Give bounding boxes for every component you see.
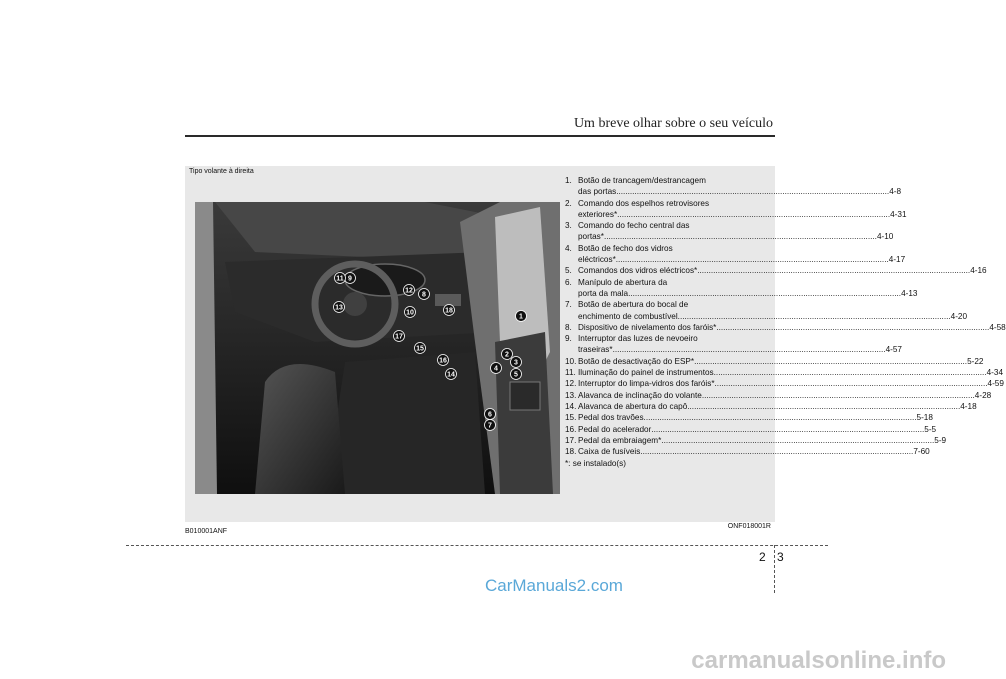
list-item: 5. Comandos dos vidros eléctricos* ..... 4-16: [565, 265, 765, 276]
callout-6: [485, 409, 496, 420]
svg-text:16: 16: [439, 357, 447, 365]
callout-12: [404, 285, 415, 296]
callout-18: [444, 305, 455, 316]
list-item: 10. Botão de desactivação do ESP* ..... 5-22: [565, 356, 765, 367]
list-item: 16. Pedal do acelerador ..... 5-5: [565, 424, 765, 435]
figure-label: Tipo volante à direita: [189, 168, 254, 175]
list-item: 6. Manípulo de abertura da porta da mala ..... 4-13: [565, 277, 765, 300]
callout-2: [502, 349, 513, 360]
svg-text:6: 6: [488, 411, 492, 419]
watermark-carmanuals2[interactable]: CarManuals2.com: [485, 576, 623, 595]
svg-text:8: 8: [422, 291, 426, 299]
chapter-number: 2: [759, 550, 766, 564]
callout-7: [485, 420, 496, 431]
svg-text:2: 2: [505, 351, 509, 359]
svg-text:4: 4: [494, 365, 498, 373]
list-item: 9. Interruptor das luzes de nevoeiro traseiras* ..... 4-57: [565, 333, 765, 356]
svg-text:9: 9: [348, 275, 352, 283]
svg-text:10: 10: [406, 309, 414, 317]
callout-14: [446, 369, 457, 380]
svg-text:14: 14: [447, 371, 455, 379]
header-rule: [185, 135, 775, 137]
callout-11: [335, 273, 346, 284]
svg-text:15: 15: [416, 345, 424, 353]
page-header-title: Um breve olhar sobre o seu veículo: [573, 116, 773, 131]
component-list: [565, 175, 1006, 470]
callout-17: [394, 331, 405, 342]
callout-3: [511, 357, 522, 368]
svg-text:5: 5: [514, 371, 518, 379]
svg-text:13: 13: [335, 304, 343, 312]
list-item: 18. Caixa de fusíveis ..... 7-60: [565, 446, 765, 457]
list-item: 17. Pedal da embraiagem* ..... 5-9: [565, 435, 765, 446]
svg-text:3: 3: [514, 359, 518, 367]
page-divider: [774, 545, 775, 593]
list-item: 7. Botão de abertura do bocal de enchimento de combustível ..... 4-20: [565, 299, 765, 322]
callout-1: [516, 311, 527, 322]
callout-15: [415, 343, 426, 354]
svg-text:17: 17: [395, 333, 403, 341]
section-code: B010001ANF: [185, 528, 228, 535]
list-item: 15. Pedal dos travões ..... 5-18: [565, 412, 765, 423]
svg-text:18: 18: [445, 307, 453, 315]
svg-text:12: 12: [405, 287, 413, 295]
figure-panel: [185, 166, 1006, 530]
callout-8: [419, 289, 430, 300]
car-interior-photo: [195, 202, 560, 494]
callout-4: [491, 363, 502, 374]
footnote: *: se instalado(s): [565, 459, 626, 469]
watermark-carmanualsonline: carmanualsonline.info: [691, 647, 946, 674]
image-code: ONF018001R: [727, 523, 771, 530]
list-item: 4. Botão de fecho dos vidros eléctricos* ..... 4-17: [565, 243, 765, 266]
callout-16: [438, 355, 449, 366]
svg-text:7: 7: [488, 422, 492, 430]
svg-text:11: 11: [336, 275, 344, 283]
page-number: 3: [777, 550, 784, 564]
list-item: 2. Comando dos espelhos retrovisores exteriores* ..... 4-31: [565, 198, 765, 221]
callout-5: [511, 369, 522, 380]
svg-text:1: 1: [519, 313, 523, 321]
callout-layer: [195, 202, 560, 494]
callout-9: [345, 273, 356, 284]
list-item: 8. Dispositivo de nivelamento dos faróis* ..... 4-58: [565, 322, 765, 333]
list-item: 11. Iluminação do painel de instrumentos ..... 4-34: [565, 367, 765, 378]
callout-10: [405, 307, 416, 318]
list-item: 1. Botão de trancagem/destrancagem das portas ..... 4-8: [565, 175, 765, 198]
list-item: 12. Interruptor do limpa-vidros dos faróis* ..... 4-59: [565, 378, 765, 389]
list-item: 14. Alavanca de abertura do capô ..... 4-18: [565, 401, 765, 412]
footer-rule: [126, 545, 828, 546]
list-item: 13. Alavanca de inclinação do volante ..... 4-28: [565, 390, 765, 401]
list-item: 3. Comando do fecho central das portas* ..... 4-10: [565, 220, 765, 243]
callout-13: [334, 302, 345, 313]
